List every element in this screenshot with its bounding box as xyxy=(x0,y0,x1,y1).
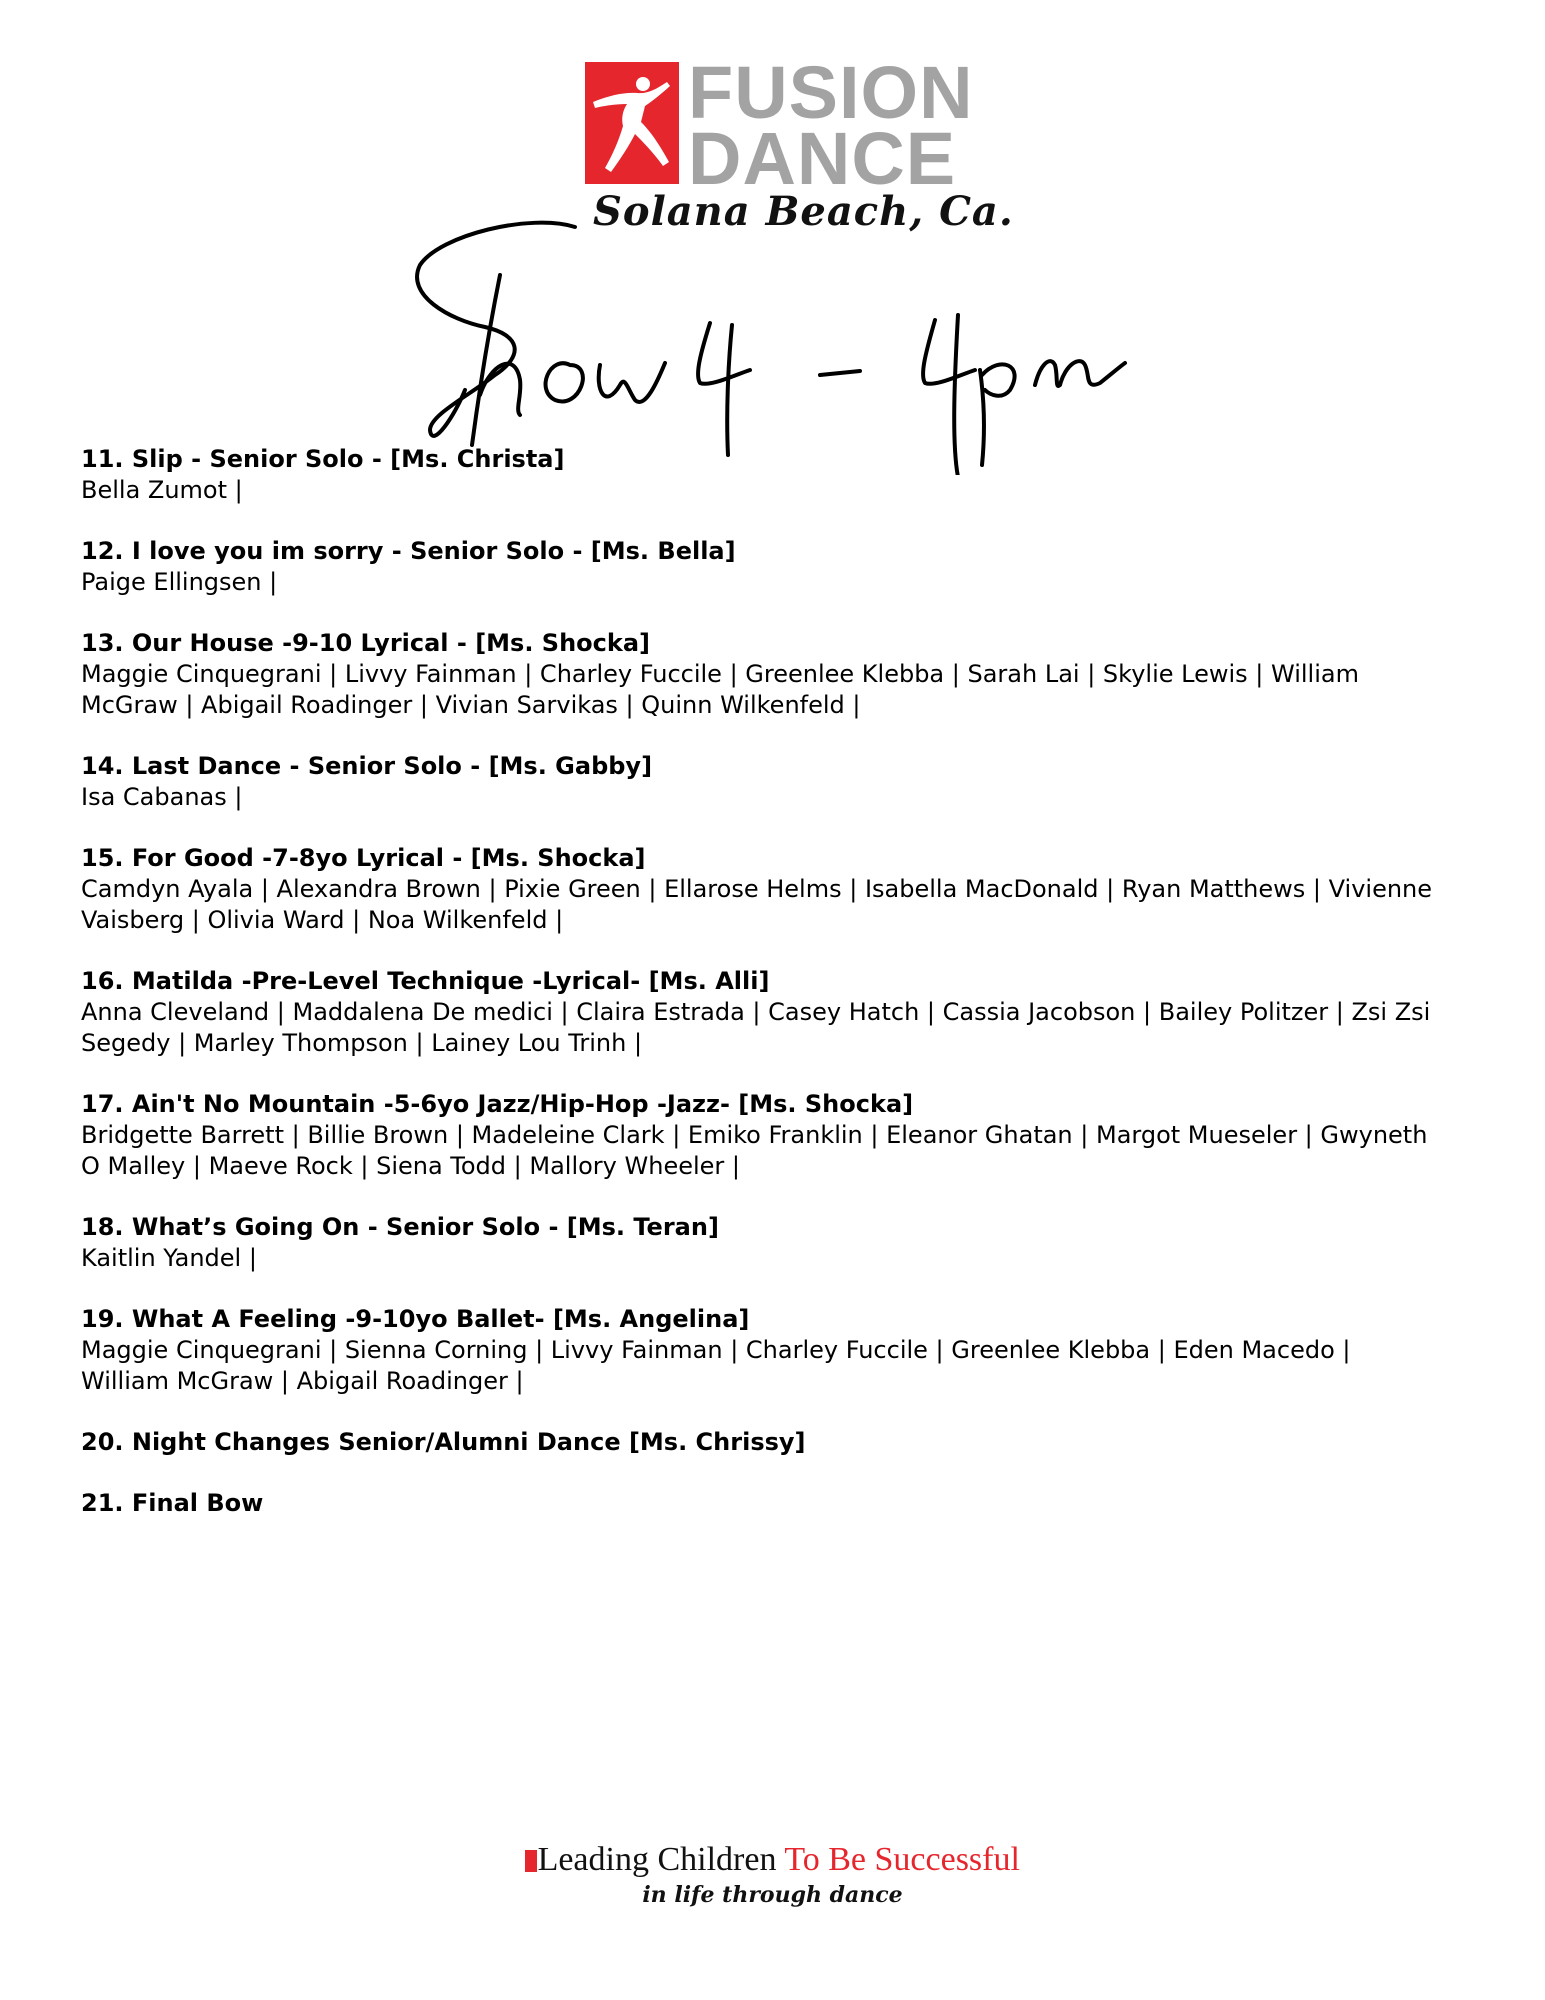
logo-location: Solana Beach, Ca. xyxy=(593,188,1014,235)
footer-slogan xyxy=(0,1840,1545,1910)
program-item-title: 20. Night Changes Senior/Alumni Dance [Ms. Chrissy] xyxy=(81,1428,806,1456)
program-list xyxy=(81,444,1481,1549)
program-item-title: 17. Ain't No Mountain -5-6yo Jazz/Hip-Hop -Jazz- [Ms. Shocka] xyxy=(81,1090,914,1118)
program-item xyxy=(81,536,1481,598)
program-item-cast: Kaitlin Yandel | xyxy=(81,1244,257,1272)
program-item-cast: Anna Cleveland | Maddalena De medici | Claira Estrada | Casey Hatch | Cassia Jacobson | Bailey Politzer | Zsi Zsi Segedy | Marley Thompson | Lainey Lou Trinh | xyxy=(81,998,1431,1057)
program-item xyxy=(81,751,1481,813)
program-item xyxy=(81,966,1481,1059)
brand-mark-icon xyxy=(525,1850,537,1872)
program-item-cast: Paige Ellingsen | xyxy=(81,568,278,596)
footer-slogan-part2: To Be Successful xyxy=(784,1841,1020,1878)
program-item-title: 11. Slip - Senior Solo - [Ms. Christa] xyxy=(81,445,565,473)
program-item xyxy=(81,1304,1481,1397)
program-item-cast: Isa Cabanas | xyxy=(81,783,243,811)
program-item-title: 16. Matilda -Pre-Level Technique -Lyrical- [Ms. Alli] xyxy=(81,967,770,995)
footer-tagline: in life through dance xyxy=(642,1882,903,1908)
show-title xyxy=(410,215,1130,475)
program-item-title: 19. What A Feeling -9-10yo Ballet- [Ms. Angelina] xyxy=(81,1305,750,1333)
program-item xyxy=(81,1089,1481,1182)
logo-word-fusion: FUSION xyxy=(688,51,974,134)
program-item-title: 21. Final Bow xyxy=(81,1489,264,1517)
program-item-title: 13. Our House -9-10 Lyrical - [Ms. Shocka] xyxy=(81,629,651,657)
program-item xyxy=(81,1427,1481,1458)
program-item-cast: Camdyn Ayala | Alexandra Brown | Pixie Green | Ellarose Helms | Isabella MacDonald | Ryan Matthews | Vivienne Vaisberg | Olivia Ward | Noa Wilkenfeld | xyxy=(81,875,1433,934)
program-item-title: 14. Last Dance - Senior Solo - [Ms. Gabby] xyxy=(81,752,653,780)
program-item xyxy=(81,1488,1481,1519)
footer-slogan-part1: Leading Children xyxy=(537,1841,777,1878)
program-item-title: 12. I love you im sorry - Senior Solo - [Ms. Bella] xyxy=(81,537,736,565)
studio-logo xyxy=(585,51,1014,240)
program-item-cast: Bella Zumot | xyxy=(81,476,243,504)
footer-slogan-line xyxy=(0,1840,1545,1880)
program-item-cast: Maggie Cinquegrani | Livvy Fainman | Charley Fuccile | Greenlee Klebba | Sarah Lai | Skylie Lewis | William McGraw | Abigail Roadinger | Vivian Sarvikas | Quinn Wilkenfeld | xyxy=(81,660,1359,719)
program-item-title: 15. For Good -7-8yo Lyrical - [Ms. Shocka] xyxy=(81,844,646,872)
program-item-cast: Maggie Cinquegrani | Sienna Corning | Livvy Fainman | Charley Fuccile | Greenlee Klebba | Eden Macedo | William McGraw | Abigail Roadinger | xyxy=(81,1336,1351,1395)
program-item xyxy=(81,1212,1481,1274)
program-item xyxy=(81,628,1481,721)
dancer-logo-icon xyxy=(585,62,679,184)
program-item xyxy=(81,444,1481,506)
program-item-cast: Bridgette Barrett | Billie Brown | Madeleine Clark | Emiko Franklin | Eleanor Ghatan | Margot Mueseler | Gwyneth O Malley | Maeve Rock | Siena Todd | Mallory Wheeler | xyxy=(81,1121,1428,1180)
program-item-title: 18. What’s Going On - Senior Solo - [Ms. Teran] xyxy=(81,1213,719,1241)
logo-word-dance: DANCE xyxy=(688,117,957,200)
program-item xyxy=(81,843,1481,936)
